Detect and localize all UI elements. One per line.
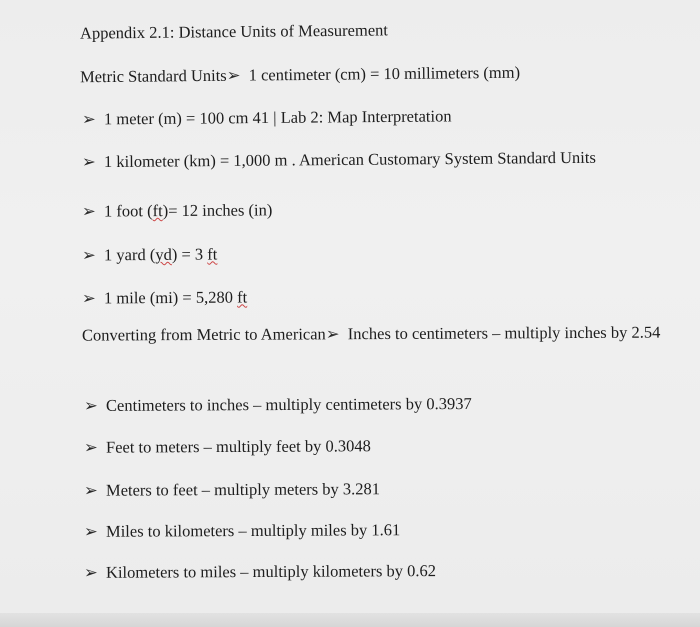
arrow-icon: ➢ [81, 288, 96, 308]
list-item [82, 200, 272, 221]
arrow-icon: ➢ [83, 521, 98, 541]
list-item-text: ft [152, 201, 163, 221]
arrow-icon: ➢ [83, 480, 98, 500]
metric-heading: Metric Standard Units [79, 65, 227, 87]
list-item [84, 394, 472, 416]
list-item-text: Meters to feet – multiply meters by 3.281 [105, 479, 381, 500]
arrow-icon: ➢ [81, 109, 96, 129]
converting-heading: Converting from Metric to American [81, 324, 326, 345]
list-item [84, 479, 380, 501]
arrow-icon: ➢ [83, 562, 98, 582]
list-item [82, 287, 247, 308]
list-item-text: ) = 3 [171, 244, 208, 264]
list-item [84, 520, 400, 542]
list-item-text: Centimeters to inches – multiply centimeters by 0.3937 [105, 393, 472, 415]
list-item [82, 106, 452, 129]
list-item-text: Miles to kilometers – multiply miles by 1.61 [105, 520, 401, 541]
list-item-text: 1 foot ( [103, 201, 153, 221]
arrow-icon: ➢ [83, 395, 98, 416]
list-item-text: Feet to meters – multiply feet by 0.3048 [105, 436, 371, 457]
converting-first-item: Inches to centimeters – multiply inches by 2.54 [347, 322, 661, 344]
arrow-icon: ➢ [81, 245, 96, 265]
list-item-text: )= 12 inches (in) [162, 200, 273, 221]
metric-heading-line [80, 63, 520, 88]
list-item [84, 561, 436, 583]
list-item-text: ft [236, 287, 248, 307]
list-item-text: 1 meter (m) = 100 cm 41 | Lab 2: Map Interpretation [103, 106, 452, 129]
list-item-text: Kilometers to miles – multiply kilometers by 0.62 [105, 561, 437, 582]
arrow-icon: ➢ [83, 437, 98, 457]
list-item-text: ft [207, 244, 218, 264]
arrow-icon: ➢ [226, 65, 241, 85]
list-item-text: yd [155, 244, 172, 264]
list-item-text: 1 yard ( [103, 244, 156, 265]
list-item-text: 1 mile (mi) = 5,280 [103, 287, 238, 308]
arrow-icon: ➢ [81, 201, 96, 221]
arrow-icon: ➢ [81, 152, 96, 172]
bottom-edge [0, 613, 700, 627]
list-item [84, 436, 371, 458]
list-item [82, 245, 217, 266]
converting-heading-line [82, 319, 692, 348]
list-item [82, 148, 596, 172]
metric-first-item: 1 centimeter (cm) = 10 millimeters (mm) [248, 62, 521, 85]
arrow-icon: ➢ [325, 324, 340, 344]
list-item-text: 1 kilometer (km) = 1,000 m . American Customary System Standard Units [103, 147, 596, 172]
page-title: Appendix 2.1: Distance Units of Measurement [79, 20, 389, 43]
